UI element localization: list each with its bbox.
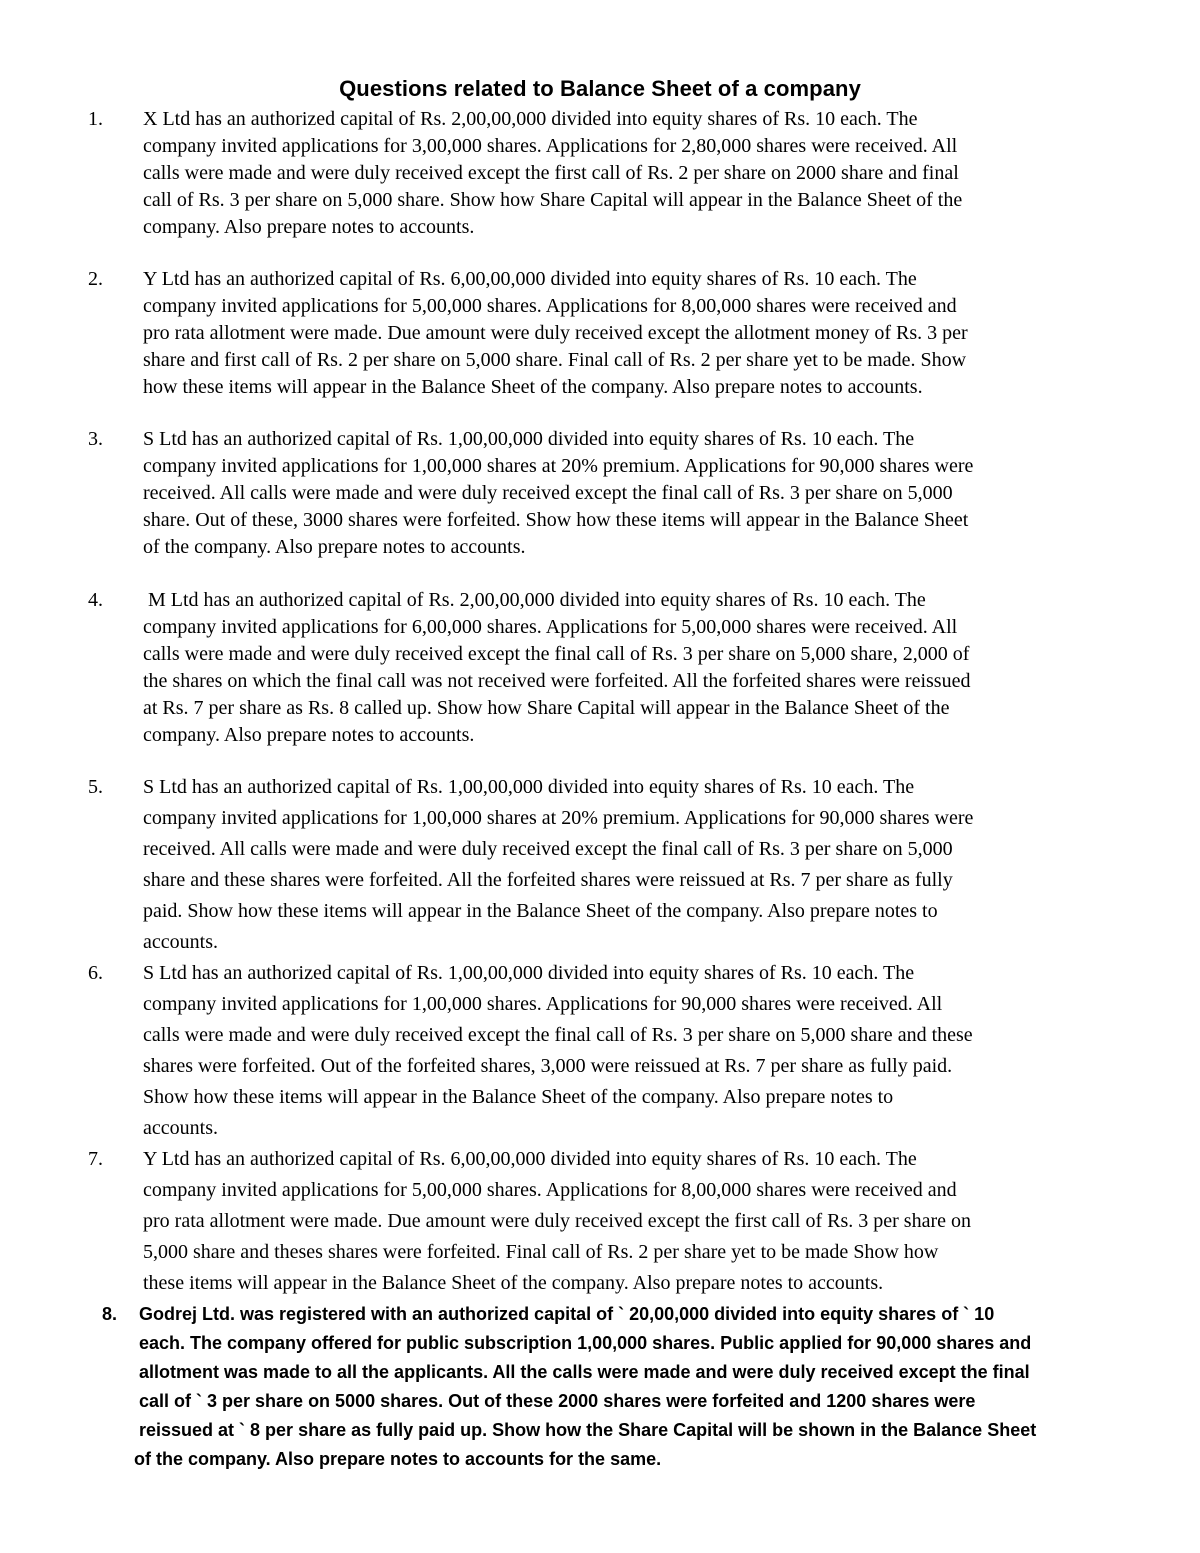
question-text [143,772,1143,958]
text-line: calls were made and were duly received except the final call of Rs. 3 per share on 5,000 share, 2,000 of [143,643,970,665]
text-line: accounts. [143,1117,218,1139]
text-line: calls were made and were duly received except the final call of Rs. 3 per share on 5,000 share and these [143,1024,973,1046]
text-line: 5,000 share and theses shares were forfeited. Final call of Rs. 2 per share yet to be made Show how [143,1241,939,1263]
text-line: company. Also prepare notes to accounts. [143,216,475,238]
question-number: 4. [88,589,103,611]
text-line: company invited applications for 5,00,000 shares. Applications for 8,00,000 shares were received and [143,1179,957,1201]
text-line: of the company. Also prepare notes to accounts for the same. [134,1449,662,1469]
question-number: 1. [88,108,103,130]
question-number: 2. [88,268,103,290]
text-line: each. The company offered for public subscription 1,00,000 shares. Public applied for 90,000 shares and [139,1333,1032,1353]
text-line: company invited applications for 1,00,000 shares. Applications for 90,000 shares were received. All [143,993,943,1015]
text-line: pro rata allotment were made. Due amount were duly received except the first call of Rs. 3 per share on [143,1210,972,1232]
question-text [143,1144,1143,1299]
text-line: company invited applications for 3,00,000 shares. Applications for 2,80,000 shares were received. All [143,135,958,157]
question-text [134,1300,1164,1474]
text-line: company invited applications for 1,00,000 shares at 20% premium. Applications for 90,000 shares were [143,807,974,829]
text-line: X Ltd has an authorized capital of Rs. 2,00,00,000 divided into equity shares of Rs. 10 each. The [143,108,918,130]
text-line: pro rata allotment were made. Due amount were duly received except the allotment money of Rs. 3 per [143,322,968,344]
text-line: the shares on which the final call was not received were forfeited. All the forfeited shares were reissued [143,670,971,692]
text-line: Godrej Ltd. was registered with an authorized capital of ` 20,00,000 divided into equity shares of ` 10 [139,1304,995,1324]
question-text [143,266,1143,401]
text-line: received. All calls were made and were duly received except the final call of Rs. 3 per share on 5,000 [143,838,953,860]
text-line: S Ltd has an authorized capital of Rs. 1,00,00,000 divided into equity shares of Rs. 10 each. The [143,962,915,984]
text-line: company. Also prepare notes to accounts. [143,724,475,746]
text-line: paid. Show how these items will appear in the Balance Sheet of the company. Also prepare notes to [143,900,938,922]
text-line: allotment was made to all the applicants. All the calls were made and were duly received except the final [139,1362,1030,1382]
text-line: calls were made and were duly received except the first call of Rs. 2 per share on 2000 share and final [143,162,959,184]
question-text [143,587,1143,749]
text-line: received. All calls were made and were duly received except the final call of Rs. 3 per share on 5,000 [143,482,953,504]
question-number: 8. [102,1304,118,1324]
question-number: 6. [88,962,103,984]
text-line: reissued at ` 8 per share as fully paid up. Show how the Share Capital will be shown in the Balance Sheet [139,1420,1037,1440]
text-line: S Ltd has an authorized capital of Rs. 1,00,00,000 divided into equity shares of Rs. 10 each. The [143,428,915,450]
text-line: call of Rs. 3 per share on 5,000 share. Show how Share Capital will appear in the Balance Sheet of the [143,189,963,211]
text-line: S Ltd has an authorized capital of Rs. 1,00,00,000 divided into equity shares of Rs. 10 each. The [143,776,915,798]
text-line: shares were forfeited. Out of the forfeited shares, 3,000 were reissued at Rs. 7 per share as fully paid. [143,1055,953,1077]
question-number: 5. [88,776,103,798]
text-line: Y Ltd has an authorized capital of Rs. 6,00,00,000 divided into equity shares of Rs. 10 each. The [143,268,917,290]
question-number: 3. [88,428,103,450]
text-line: at Rs. 7 per share as Rs. 8 called up. Show how Share Capital will appear in the Balance Sheet of the [143,697,950,719]
text-line: call of ` 3 per share on 5000 shares. Out of these 2000 shares were forfeited and 1200 shares were [139,1391,976,1411]
text-line: share and these shares were forfeited. All the forfeited shares were reissued at Rs. 7 per share as fully [143,869,953,891]
question-number: 7. [88,1148,103,1170]
text-line: share and first call of Rs. 2 per share on 5,000 share. Final call of Rs. 2 per share yet to be made. Show [143,349,967,371]
question-text [143,106,1143,241]
question-text [143,426,1143,561]
page-title: Questions related to Balance Sheet of a company [339,76,861,101]
text-line: share. Out of these, 3000 shares were forfeited. Show how these items will appear in the Balance Sheet [143,509,969,531]
text-line: M Ltd has an authorized capital of Rs. 2,00,00,000 divided into equity shares of Rs. 10 each. The [143,589,926,611]
text-line: these items will appear in the Balance Sheet of the company. Also prepare notes to accounts. [143,1272,884,1294]
text-line: of the company. Also prepare notes to accounts. [143,536,526,558]
text-line: how these items will appear in the Balance Sheet of the company. Also prepare notes to accounts. [143,376,923,398]
text-line: company invited applications for 5,00,000 shares. Applications for 8,00,000 shares were received and [143,295,957,317]
text-line: company invited applications for 1,00,000 shares at 20% premium. Applications for 90,000 shares were [143,455,974,477]
question-text [143,958,1143,1144]
text-line: Show how these items will appear in the Balance Sheet of the company. Also prepare notes to [143,1086,894,1108]
text-line: company invited applications for 6,00,000 shares. Applications for 5,00,000 shares were received. All [143,616,958,638]
text-line: accounts. [143,931,218,953]
text-line: Y Ltd has an authorized capital of Rs. 6,00,00,000 divided into equity shares of Rs. 10 each. The [143,1148,917,1170]
